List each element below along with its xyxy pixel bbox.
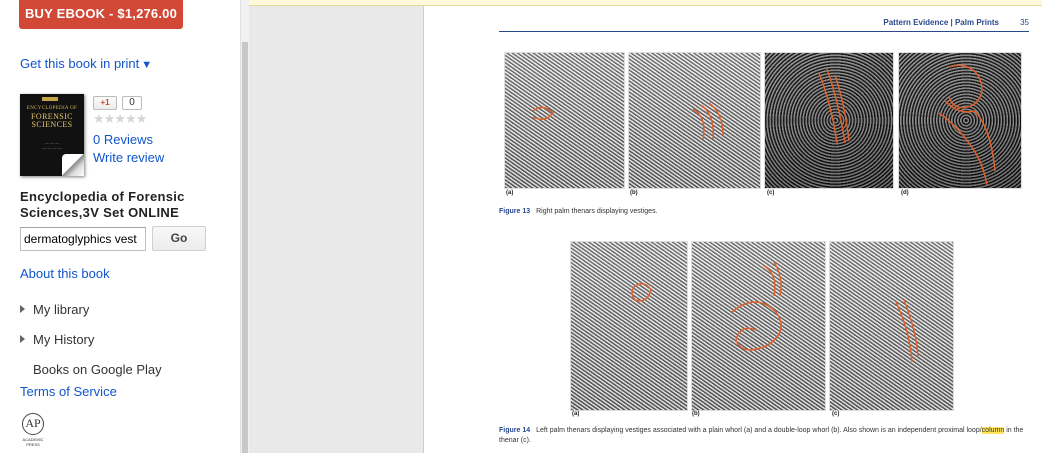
publisher-logo — [20, 413, 46, 453]
figure14-caption — [499, 426, 1039, 446]
caret-down-icon: ▼ — [141, 59, 153, 71]
figure14-number: Figure 14 — [499, 427, 531, 434]
figure14-caption-text: Left palm thenars displaying vestiges associated with a plain whorl (a) and a double-loop whorl (b). Also shown is an independent proximal loop/ — [536, 427, 982, 434]
annotation-overlay — [830, 242, 954, 411]
figure13-panel-c — [764, 52, 894, 189]
terms-of-service-link[interactable]: Terms of Service — [20, 384, 117, 399]
my-library-item[interactable] — [20, 302, 89, 317]
gplus-label: +1 — [100, 98, 110, 107]
print-link-label: Get this book in print — [20, 56, 140, 71]
get-book-in-print-link[interactable] — [20, 56, 152, 71]
figure14-caption-text-end: in the thenar (c). — [499, 427, 1024, 444]
figure13-panel-d — [898, 52, 1022, 189]
figure14-panel-c — [829, 241, 954, 411]
cover-band — [42, 97, 58, 101]
figure13-caption — [499, 207, 1019, 217]
figure13-label-b: (b) — [630, 190, 638, 196]
book-page[interactable] — [423, 6, 1042, 453]
search-term-highlight: column — [981, 427, 1005, 434]
expand-triangle-icon — [20, 335, 25, 343]
annotation-overlay — [571, 242, 688, 411]
page-curl-icon — [62, 154, 84, 176]
book-sidebar — [0, 0, 240, 453]
book-cover-thumbnail[interactable] — [20, 94, 84, 176]
figure14-label-a: (a) — [572, 411, 580, 417]
book-title: Encyclopedia of Forensic Sciences,3V Set ONLINE — [20, 189, 185, 220]
page-number: 35 — [1020, 18, 1029, 27]
gplus-count: 0 — [122, 96, 142, 110]
write-review-link[interactable]: Write review — [93, 150, 165, 165]
expand-triangle-icon — [20, 305, 25, 313]
figure13-panel-b — [628, 52, 761, 189]
google-plus-one-button[interactable] — [93, 96, 117, 110]
annotation-overlay — [505, 53, 625, 189]
buy-ebook-button[interactable]: BUY EBOOK - $1,276.00 — [19, 0, 183, 29]
about-this-book-link[interactable]: About this book — [20, 266, 110, 281]
figure14-panel-a — [570, 241, 688, 411]
figure13-number: Figure 13 — [499, 208, 531, 215]
my-library-label: My library — [33, 302, 90, 317]
annotation-overlay — [692, 242, 826, 411]
cover-subtitle: ENCYCLOPEDIA OF — [26, 106, 78, 111]
figure14-panel-b — [691, 241, 826, 411]
books-on-google-play-link[interactable]: Books on Google Play — [33, 362, 162, 377]
publisher-name: ACADEMIC PRESS — [22, 437, 44, 447]
figure14-label-b: (b) — [692, 411, 700, 417]
annotation-overlay — [899, 53, 1022, 189]
figure13-caption-text: Right palm thenars displaying vestiges. — [536, 208, 658, 215]
figure13-panel-a — [504, 52, 625, 189]
sidebar-scroll-thumb[interactable] — [242, 42, 248, 453]
annotation-overlay — [629, 53, 761, 189]
rating-stars: ★★★★★ — [93, 111, 147, 126]
publisher-mark: AP — [22, 413, 44, 435]
figure13-label-d: (d) — [901, 190, 909, 196]
reviews-link[interactable]: 0 Reviews — [93, 132, 153, 147]
my-history-item[interactable] — [20, 332, 94, 347]
cover-title: FORENSIC SCIENCES — [31, 112, 73, 129]
my-history-label: My History — [33, 332, 95, 347]
cover-editors: — — — — — — — — [42, 140, 62, 150]
running-title: Pattern Evidence | Palm Prints — [883, 18, 999, 27]
book-viewer — [249, 0, 1042, 453]
sidebar-scrollbar[interactable] — [240, 0, 249, 453]
search-in-book-input[interactable] — [20, 227, 146, 251]
go-button[interactable]: Go — [152, 226, 206, 251]
figure13-label-a: (a) — [506, 190, 514, 196]
figure13-label-c: (c) — [767, 190, 775, 196]
running-head — [499, 18, 1029, 32]
annotation-overlay — [765, 53, 894, 189]
figure14-label-c: (c) — [832, 411, 840, 417]
